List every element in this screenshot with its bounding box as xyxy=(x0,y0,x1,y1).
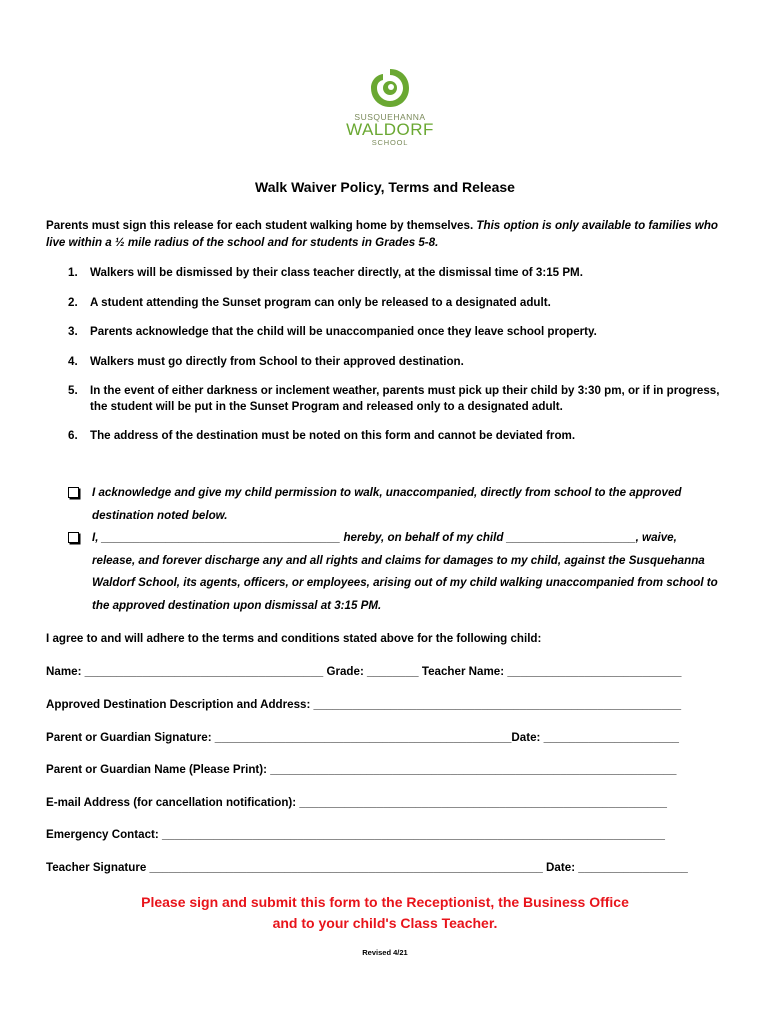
document-title: Walk Waiver Policy, Terms and Release xyxy=(255,179,515,195)
acknowledgement-text: I acknowledge and give my child permission to walk, unaccompanied, directly from school to the approved destination noted below. xyxy=(92,486,682,522)
revision-note: Revised 4/21 xyxy=(362,948,408,957)
logo-text-top: SUSQUEHANNA xyxy=(354,112,426,122)
checkbox[interactable] xyxy=(68,532,79,543)
guardian-name-field[interactable]: Parent or Guardian Name (Please Print): _______________________________________________________________ xyxy=(46,763,677,776)
rules-list xyxy=(46,265,736,458)
list-item xyxy=(46,295,736,311)
acknowledgement-item xyxy=(68,482,718,527)
intro-italic-text: This option is only available to families who live within a ½ mile radius of the school and for students in Grades 5-8. xyxy=(46,219,718,249)
rule-number: 3. xyxy=(68,325,78,338)
rule-number: 2. xyxy=(68,295,78,309)
rule-number: 5. xyxy=(68,384,78,397)
intro-text: Parents must sign this release for each student walking home by themselves. xyxy=(46,219,477,232)
release-text: I, _____________________________________ hereby, on behalf of my child ____________________, waive, release, and forever discharge any and all rights and claims for damages to my child, against the Susquehanna Waldorf School, its agents, officers, or employees, arising out of my child walking unaccompanied from school to the approved destination upon dismissal at 3:15 PM. xyxy=(92,531,718,612)
list-item xyxy=(46,324,736,340)
rule-text: Parents acknowledge that the child will be unaccompanied once they leave school property. xyxy=(90,325,597,338)
rule-text: Walkers must go directly from School to their approved destination. xyxy=(90,354,464,368)
school-logo xyxy=(340,66,440,147)
rule-text: A student attending the Sunset program can only be released to a designated adult. xyxy=(90,295,551,309)
teacher-signature-field[interactable]: Teacher Signature _____________________________________________________________ Date: _________________ xyxy=(46,861,688,874)
rule-text: The address of the destination must be noted on this form and cannot be deviated from. xyxy=(90,429,576,442)
email-field[interactable]: E-mail Address (for cancellation notification): _________________________________________________________ xyxy=(46,796,667,809)
rule-number: 1. xyxy=(68,266,78,279)
destination-field[interactable]: Approved Destination Description and Address: _________________________________________________________ xyxy=(46,698,682,711)
rule-text: In the event of either darkness or inclement weather, parents must pick up their child by 3:30 pm, or if in progress, the student will be put in the Sunset Program and released only to a designated adult. xyxy=(90,384,720,413)
acknowledgement-section xyxy=(68,482,718,617)
instruction-line: and to your child's Class Teacher. xyxy=(272,915,498,931)
list-item xyxy=(46,383,736,414)
guardian-signature-field[interactable]: Parent or Guardian Signature: ______________________________________________Date: _____________________ xyxy=(46,731,680,744)
rule-number: 6. xyxy=(68,429,78,442)
list-item xyxy=(46,428,736,444)
rule-number: 4. xyxy=(68,354,78,368)
release-item xyxy=(68,527,718,617)
logo-text-main: WALDORF xyxy=(346,120,434,139)
list-item xyxy=(46,354,736,370)
spiral-logo-icon xyxy=(368,66,412,110)
list-item xyxy=(46,265,736,281)
agreement-statement: I agree to and will adhere to the terms and conditions stated above for the following child: xyxy=(46,632,542,645)
intro-paragraph xyxy=(46,217,736,251)
emergency-contact-field[interactable]: Emergency Contact: ______________________________________________________________________________ xyxy=(46,828,665,841)
checkbox[interactable] xyxy=(68,487,79,498)
rule-text: Walkers will be dismissed by their class teacher directly, at the dismissal time of 3:15 PM. xyxy=(90,266,583,279)
child-name-field[interactable]: Name: _____________________________________ Grade: ________ Teacher Name: ___________________________ xyxy=(46,665,682,678)
instruction-line: Please sign and submit this form to the Receptionist, the Business Office xyxy=(141,894,629,910)
logo-text-bottom: SCHOOL xyxy=(371,138,409,147)
submission-instructions xyxy=(0,892,770,934)
